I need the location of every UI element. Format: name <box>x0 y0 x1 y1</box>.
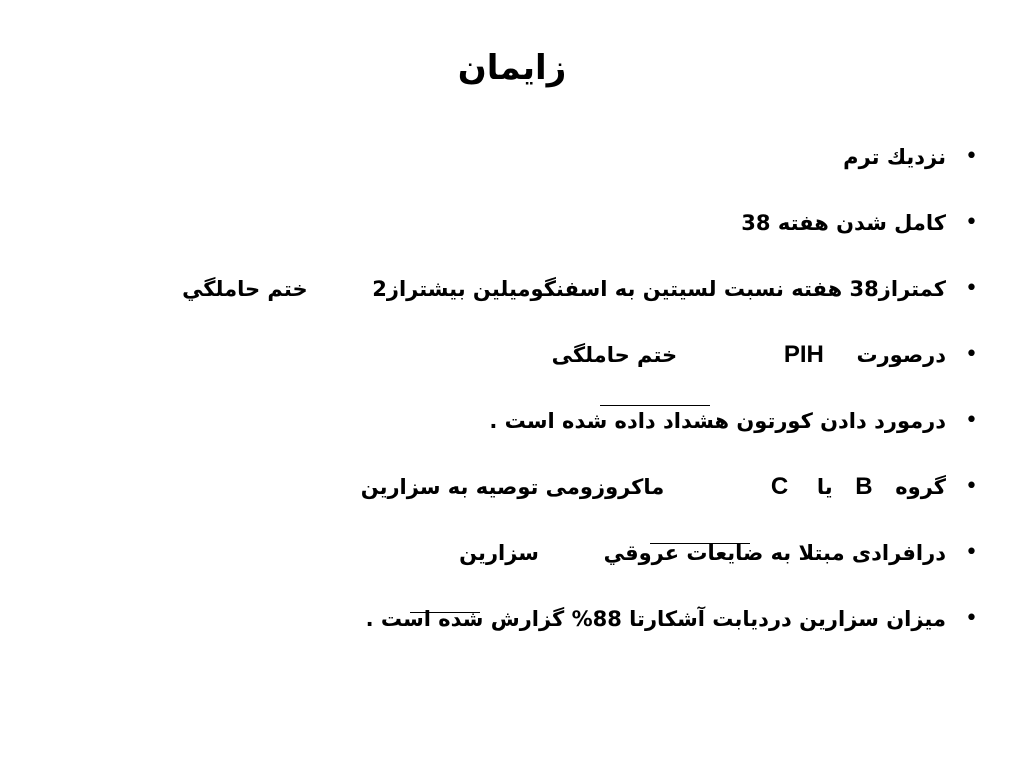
bullet-text: ميزان سزارين درديابت آشكارتا 88% گزارش شده است . <box>365 607 946 631</box>
bullet-dot-icon: • <box>965 342 978 367</box>
bullet-term-pih: PIH <box>783 341 824 368</box>
bullet-dot-icon: • <box>965 144 978 169</box>
overline-mark <box>600 405 710 406</box>
bullet-term-c: C <box>770 473 789 500</box>
bullet-item-1 <box>66 130 978 196</box>
overline-mark <box>410 612 480 613</box>
bullet-text: گروه <box>895 475 946 499</box>
slide-title: زایمان <box>457 48 567 88</box>
bullet-dot-icon: • <box>965 540 978 565</box>
bullet-text: كامل شدن هفته 38 <box>741 211 946 235</box>
bullet-dot-icon: • <box>965 408 978 433</box>
overline-mark <box>650 543 750 544</box>
bullet-text: درافرادی مبتلا به ضايعات عروقي <box>603 541 946 565</box>
bullet-text-end: ختم حاملگي <box>182 277 308 301</box>
bullet-text-end: ختم حاملگی <box>551 343 678 367</box>
bullet-text-end: سزارين <box>459 541 539 565</box>
bullet-text-end: ماكروزومی توصيه به سزارين <box>360 475 665 499</box>
bullet-text: نزديك ترم <box>843 145 946 169</box>
bullet-list <box>66 130 978 658</box>
bullet-term-b: B <box>855 473 873 500</box>
bullet-text-or: يا <box>816 475 833 499</box>
bullet-item-5 <box>66 394 978 460</box>
bullet-item-3 <box>66 262 978 328</box>
bullet-item-2 <box>66 196 978 262</box>
bullet-text: درصورت <box>856 343 946 367</box>
bullet-dot-icon: • <box>965 606 978 631</box>
bullet-dot-icon: • <box>965 210 978 235</box>
bullet-item-4 <box>66 328 978 394</box>
bullet-item-8 <box>66 592 978 658</box>
bullet-dot-icon: • <box>965 474 978 499</box>
bullet-item-7 <box>66 526 978 592</box>
bullet-dot-icon: • <box>965 276 978 301</box>
bullet-item-6 <box>66 460 978 526</box>
bullet-text: درمورد دادن كورتون هشداد داده شده است . <box>489 409 946 433</box>
bullet-text: كمتراز38 هفته نسبت لسيتين به اسفنگوميلين بيشتراز2 <box>372 277 946 301</box>
